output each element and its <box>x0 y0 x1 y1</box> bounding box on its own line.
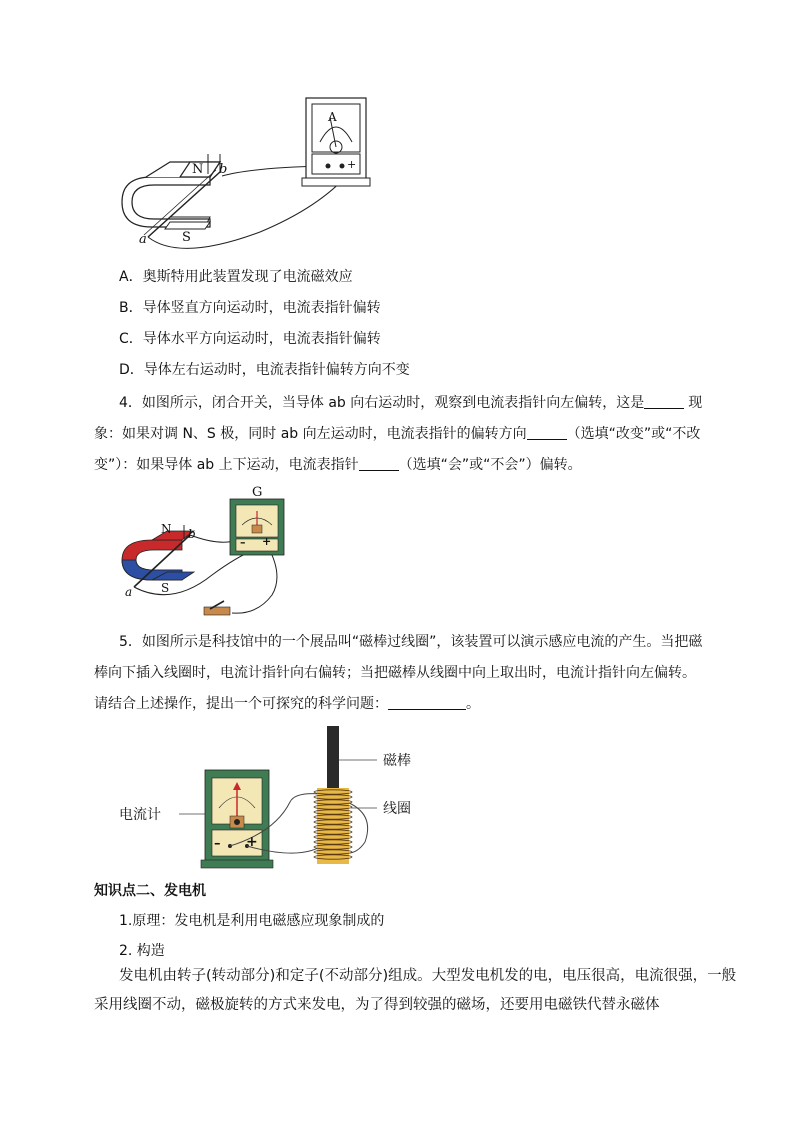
label-n: N <box>192 162 204 177</box>
switch <box>204 607 230 615</box>
label-g: G <box>252 485 263 500</box>
q4-text-2-end: （选填“改变”或“不改 <box>566 426 701 442</box>
section-heading: 知识点二、发电机 <box>94 883 206 899</box>
meter-plus: + <box>347 158 357 171</box>
label-galvanometer: 电流计 <box>119 807 161 823</box>
u-magnet <box>122 177 210 227</box>
q4-text-3-end: （选填“会”或“不会”）偏转。 <box>398 457 582 473</box>
q4-text-3: 变”）：如果导体 ab 上下运动，电流表指针 <box>94 457 359 473</box>
label-s: S <box>161 581 170 595</box>
q5-text-3: 请结合上述操作，提出一个可探究的科学问题： <box>94 696 388 712</box>
label-a: a <box>139 232 147 247</box>
figure-1-induction-apparatus <box>110 92 380 252</box>
figure-1-drawing <box>110 92 380 252</box>
label-b: b <box>188 527 196 541</box>
q4-blank-3[interactable] <box>359 456 399 471</box>
q3-option-d: D．导体左右运动时，电流表指针偏转方向不变 <box>119 362 410 378</box>
meter-minus: – <box>214 836 221 851</box>
section-para-line-1: 发电机由转子(转动部分)和定子(不动部分)组成。大型发电机发的电，电压很高，电流很强，一般 <box>119 968 737 984</box>
q4-line-2 <box>94 424 700 444</box>
meter-plus: + <box>246 834 258 850</box>
q3-option-c: C．导体水平方向运动时，电流表指针偏转 <box>119 331 381 347</box>
q3-option-b: B．导体竖直方向运动时，电流表指针偏转 <box>119 300 381 316</box>
label-n: N <box>161 522 172 536</box>
figure-2-drawing <box>112 495 292 625</box>
q5-line-1: 5．如图所示是科技馆中的一个展品叫“磁棒过线圈”，该装置可以演示感应电流的产生。当把磁 <box>119 634 703 650</box>
meter-minus: – <box>240 536 246 549</box>
q4-text-1-end: 现 <box>688 395 703 411</box>
meter-letter: A <box>328 110 337 124</box>
q4-text-2: 象：如果对调 N、S 极，同时 ab 向左运动时，电流表指针的偏转方向 <box>94 426 527 442</box>
q5-line-2: 棒向下插入线圈时，电流计指针向右偏转；当把磁棒从线圈中向上取出时，电流计指针向左偏转。 <box>94 665 696 681</box>
figure-2-induction-apparatus <box>112 485 292 625</box>
q5-blank[interactable] <box>388 695 466 710</box>
label-s: S <box>182 230 191 245</box>
q5-line-3 <box>94 694 480 714</box>
section-item-2: 2. 构造 <box>119 943 165 959</box>
section-para-line-2: 采用线圈不动，磁极旋转的方式来发电，为了得到较强的磁场，还要用电磁铁代替永磁体 <box>94 997 660 1013</box>
magnet-bar <box>327 726 339 792</box>
label-coil: 线圈 <box>383 801 411 817</box>
q5-text-3-end: 。 <box>466 696 480 712</box>
coil <box>314 788 352 864</box>
meter-plus: + <box>262 535 272 548</box>
q4-blank-2[interactable] <box>527 425 567 440</box>
q4-text-1: 4．如图所示，闭合开关，当导体 ab 向右运动时，观察到电流表指针向左偏转，这是 <box>119 395 645 411</box>
label-magnet: 磁棒 <box>383 753 411 769</box>
label-a: a <box>125 585 133 599</box>
label-b: b <box>219 162 228 177</box>
q4-line-3 <box>94 455 582 475</box>
q3-option-a: A．奥斯特用此装置发现了电流磁效应 <box>119 269 353 285</box>
q4-line-1 <box>119 393 702 413</box>
figure-3-drawing <box>115 722 435 872</box>
section-item-1: 1.原理：发电机是利用电磁感应现象制成的 <box>119 913 385 929</box>
figure-3-magnet-through-coil <box>115 722 435 872</box>
q4-blank-1[interactable] <box>644 394 684 409</box>
